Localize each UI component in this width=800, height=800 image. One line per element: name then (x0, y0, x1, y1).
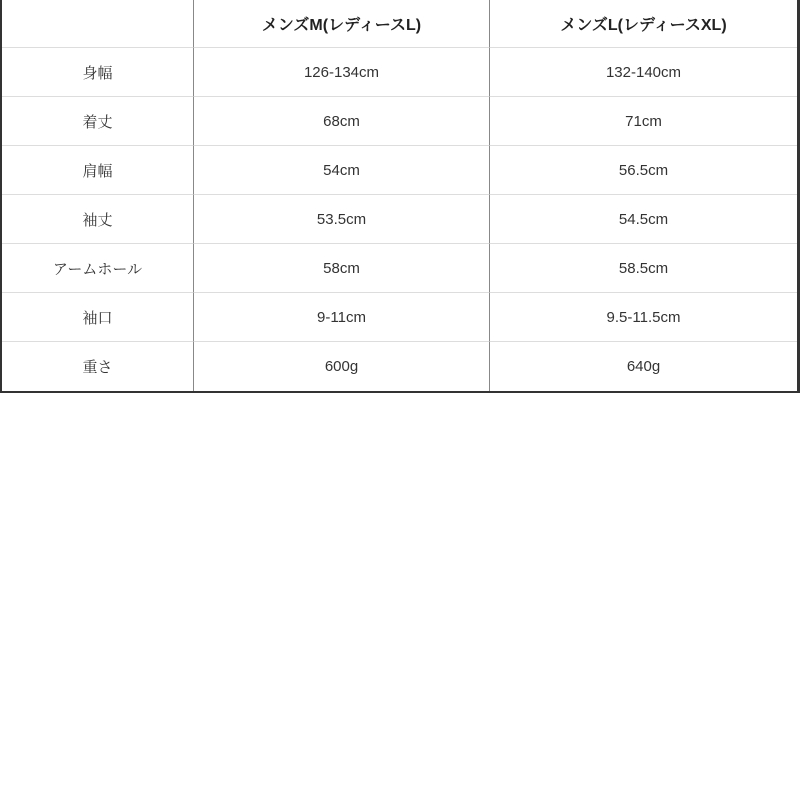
value-mens-l: 56.5cm (489, 146, 797, 195)
row-sleeve-length (2, 195, 797, 244)
size-chart-table (2, 0, 797, 391)
row-cuff (2, 293, 797, 342)
row-armhole (2, 244, 797, 293)
row-body-width (2, 48, 797, 97)
row-weight (2, 342, 797, 391)
value-mens-m: 58cm (193, 244, 489, 293)
row-label: 重さ (2, 342, 193, 391)
value-mens-m: 68cm (193, 97, 489, 146)
row-label: アームホール (2, 244, 193, 293)
row-shoulder-width (2, 146, 797, 195)
value-mens-l: 9.5-11.5cm (489, 293, 797, 342)
row-label: 袖口 (2, 293, 193, 342)
row-label: 袖丈 (2, 195, 193, 244)
header-cell-mens-m: メンズM(レディースL) (193, 0, 489, 48)
value-mens-l: 54.5cm (489, 195, 797, 244)
size-chart (0, 0, 800, 393)
value-mens-l: 132-140cm (489, 48, 797, 97)
value-mens-l: 640g (489, 342, 797, 391)
value-mens-m: 126-134cm (193, 48, 489, 97)
size-chart-header-row (2, 0, 797, 48)
row-label: 着丈 (2, 97, 193, 146)
value-mens-m: 54cm (193, 146, 489, 195)
value-mens-m: 9-11cm (193, 293, 489, 342)
row-label: 肩幅 (2, 146, 193, 195)
value-mens-l: 58.5cm (489, 244, 797, 293)
value-mens-m: 53.5cm (193, 195, 489, 244)
row-label: 身幅 (2, 48, 193, 97)
value-mens-m: 600g (193, 342, 489, 391)
row-length (2, 97, 797, 146)
header-cell-empty (2, 0, 193, 48)
header-cell-mens-l: メンズL(レディースXL) (489, 0, 797, 48)
value-mens-l: 71cm (489, 97, 797, 146)
